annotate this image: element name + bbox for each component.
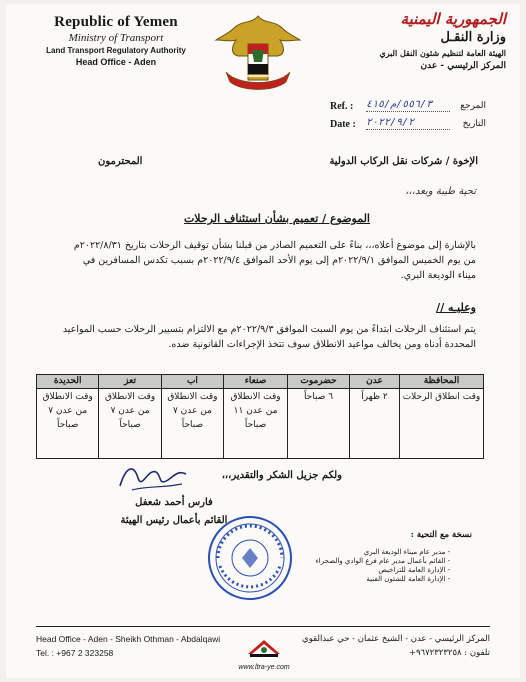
copies-list — [300, 548, 450, 584]
schedule-header-cell: حضرموت — [288, 375, 350, 389]
subject: الموضوع / تعميم بشأن استئناف الرحلات — [183, 212, 370, 225]
schedule-header-cell: تعز — [99, 375, 161, 389]
date-value: ٢٠٢٢/٩/٢ — [366, 117, 415, 128]
footer-address-ar: المركز الرئيسي - عدن - الشيخ عثمان - حي عبدالقوي — [302, 634, 490, 644]
greeting: تحية طيبة وبعد،،، — [405, 186, 476, 197]
schedule-header-cell: عدن — [350, 375, 400, 389]
header-arabic — [328, 10, 506, 71]
header-country-ar: الجمهورية اليمنية — [400, 10, 506, 28]
authority-logo-icon — [244, 636, 284, 660]
footer-divider — [36, 626, 490, 627]
list-item: - مدير عام ميناء الوديعة البري — [300, 548, 450, 557]
reference-row — [306, 98, 486, 116]
header-office-en: Head Office - Aden — [75, 57, 157, 67]
schedule-header-cell: اب — [161, 375, 223, 389]
date-label-en: Date : — [330, 119, 356, 130]
ref-label-ar: المرجع — [460, 101, 486, 111]
list-item: - الإدارة العامة للتراخيص — [300, 566, 450, 575]
header-ministry-ar: وزارة النقـل — [440, 30, 506, 45]
header-office-ar: المركز الرئيسي - عدن — [420, 61, 506, 71]
date-row — [306, 116, 486, 134]
schedule-cell: وقت الانطلاق من عدن ٧ صباحاً — [161, 389, 223, 459]
footer-english — [36, 632, 220, 660]
addressee-line — [58, 156, 478, 167]
header-english — [36, 14, 196, 67]
schedule-cell: ٢ ظهراً — [350, 389, 400, 459]
list-item: - الإدارة العامة للشئون الفنية — [300, 575, 450, 584]
reference-block — [306, 98, 486, 134]
paragraph-1: بالإشارة إلى موضوع أعلاه،،، بناءً على التعميم الصادر من قبلنا بشأن توقيف الرحلات بتاريخ ٢٠٢٢/٨/٣١م من يوم الخميس الموافق ٢٠٢٢/٩/١م إلى يوم الأحد الموافق ٢٠٢٢/٩/٤م بسبب تكدس المسافرين في ميناء الوديعة البري. — [73, 240, 476, 281]
schedule-cell: وقت انطلاق الرحلات — [400, 389, 484, 459]
footer-tel-en: Tel. : +967 2 323258 — [36, 648, 114, 658]
date-dotted-line — [366, 129, 450, 130]
handwritten-signature — [112, 456, 192, 496]
schedule-header-cell: صنعاء — [224, 375, 288, 389]
footer-address-en: Head Office - Aden - Sheikh Othman - Abdalqawi — [36, 634, 221, 644]
closing-thanks: ولكم جزيل الشكر والتقدير،،، — [221, 470, 342, 481]
list-item: - القائم بأعمال مدير عام فرع الوادي والصحراء — [300, 557, 450, 566]
after-that-heading: وعليـه // — [436, 301, 476, 314]
schedule-table — [36, 374, 484, 459]
signer-name: فارس أحمد شعفل — [135, 497, 213, 508]
header-country-en: Republic of Yemen — [54, 14, 178, 30]
addressee: الإخوة / شركات نقل الركاب الدولية — [329, 156, 478, 167]
footer-tel-ar: تلفون : ٩٦٧٢٣٢٣٢٥٨+ — [408, 648, 490, 658]
letter-page — [6, 4, 520, 678]
paragraph-2: يتم استئناف الرحلات ابتداءً من يوم السبت الموافق ٢٠٢٢/٩/٣م مع الالتزام بتسيير الرحلات حسب المواعيد المحددة أدناه ومن يخالف مواعيد الانطلاق سوف تتخذ الإجراءات القانونية ضده. — [62, 324, 476, 350]
header-authority-en: Land Transport Regulatory Authority — [46, 46, 186, 55]
schedule-cell: ٦ صباحاً — [288, 389, 350, 459]
schedule-cell: وقت الانطلاق من عدن ٧ صباحاً — [99, 389, 161, 459]
official-stamp-icon — [206, 514, 294, 602]
ref-label-en: Ref. : — [330, 101, 354, 112]
schedule-header-cell: المحافظة — [400, 375, 484, 389]
ref-dotted-line — [366, 111, 450, 112]
schedule-cell: وقت الانطلاق من عدن ١١ صباحاً — [224, 389, 288, 459]
table-row — [37, 389, 484, 459]
footer-website: www.ltra-ye.com — [238, 664, 290, 671]
yemen-eagle-emblem-icon — [212, 10, 304, 96]
schedule-header-cell: الحديدة — [37, 375, 99, 389]
signer-title: القائم بأعمال رئيس الهيئة — [120, 515, 228, 526]
schedule-cell: وقت الانطلاق من عدن ٧ صباحاً — [37, 389, 99, 459]
ref-value: ٥٥٦/٣/م/٤١٥ — [366, 99, 433, 110]
header-authority-ar: الهيئة العامة لتنظيم شئون النقل البري — [379, 48, 506, 58]
copies-title: نسخة مع التحية : — [410, 530, 472, 540]
footer-arabic — [302, 632, 490, 660]
date-label-ar: التاريخ — [462, 119, 486, 129]
header-ministry-en: Ministry of Transport — [68, 32, 164, 44]
respected: المحترمون — [98, 156, 143, 167]
schedule-header-row — [37, 375, 484, 389]
